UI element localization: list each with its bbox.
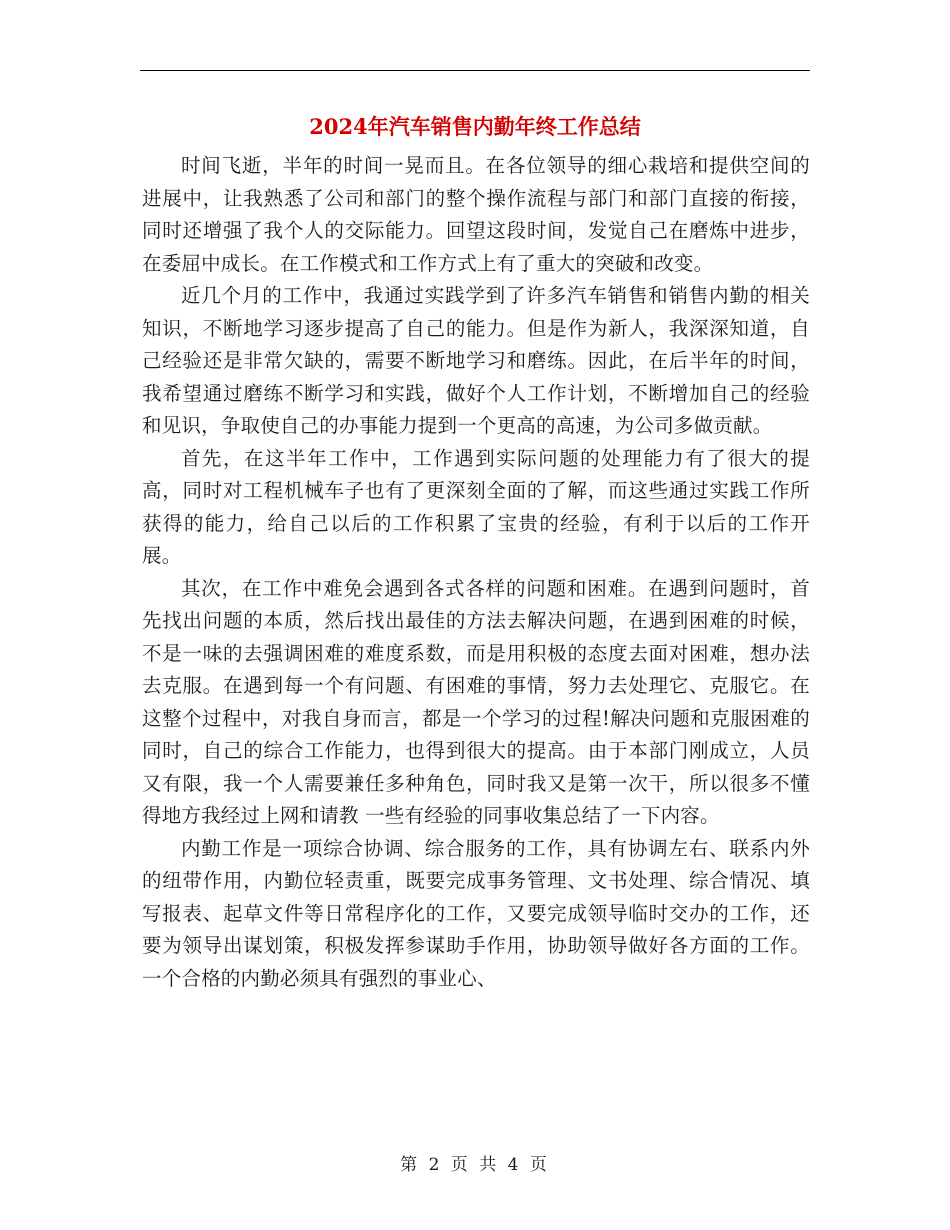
body-paragraph: 内勤工作是一项综合协调、综合服务的工作，具有协调左右、联系内外的纽带作用，内勤位轻责重，既要完成事务管理、文书处理、综合情况、填写报表、起草文件等日常程序化的工作，又要完成领导临时交办的工作，还要为领导出谋划策，积极发挥参谋助手作用，协助领导做好各方面的工作。一个合格的内勤必须具有强烈的事业心、	[142, 836, 810, 990]
body-paragraph: 其次，在工作中难免会遇到各式各样的问题和困难。在遇到问题时，首先找出问题的本质，然后找出最佳的方法去解决问题，在遇到困难的时候，不是一味的去强调困难的难度系数，而是用积极的态度去面对困难，想办法去克服。在遇到每一个有问题、有困难的事情，努力去处理它、克服它。在这整个过程中，对我自身而言，都是一个学习的过程!解决问题和克服困难的同时，自己的综合工作能力，也得到很大的提高。由于本部门刚成立，人员又有限，我一个人需要兼任多种角色，同时我又是第一次干，所以很多不懂得地方我经过上网和请教 一些有经验的同事收集总结了一下内容。	[142, 576, 810, 827]
body-paragraph: 时间飞逝，半年的时间一晃而且。在各位领导的细心栽培和提供空间的进展中，让我熟悉了公司和部门的整个操作流程与部门和部门直接的衔接，同时还增强了我个人的交际能力。回望这段时间，发觉自己在磨炼中进步，在委屈中成长。在工作模式和工作方式上有了重大的突破和改变。	[142, 154, 810, 275]
document-body	[142, 150, 810, 995]
document-title: 2024年汽车销售内勤年终工作总结	[309, 114, 641, 139]
header-rule	[140, 70, 810, 71]
body-paragraph: 近几个月的工作中，我通过实践学到了许多汽车销售和销售内勤的相关知识，不断地学习逐步提高了自己的能力。但是作为新人，我深深知道，自己经验还是非常欠缺的，需要不断地学习和磨练。因此，在后半年的时间，我希望通过磨练不断学习和实践，做好个人工作计划，不断增加自己的经验和见识，争取使自己的办事能力提到一个更高的高速，为公司多做贡献。	[142, 284, 810, 437]
body-paragraph: 首先，在这半年工作中，工作遇到实际问题的处理能力有了很大的提高，同时对工程机械车子也有了更深刻全面的了解，而这些通过实践工作所获得的能力，给自己以后的工作积累了宝贵的经验，有利于以后的工作开展。	[142, 446, 810, 567]
page-number-footer: 第 2 页 共 4 页	[400, 1155, 550, 1175]
